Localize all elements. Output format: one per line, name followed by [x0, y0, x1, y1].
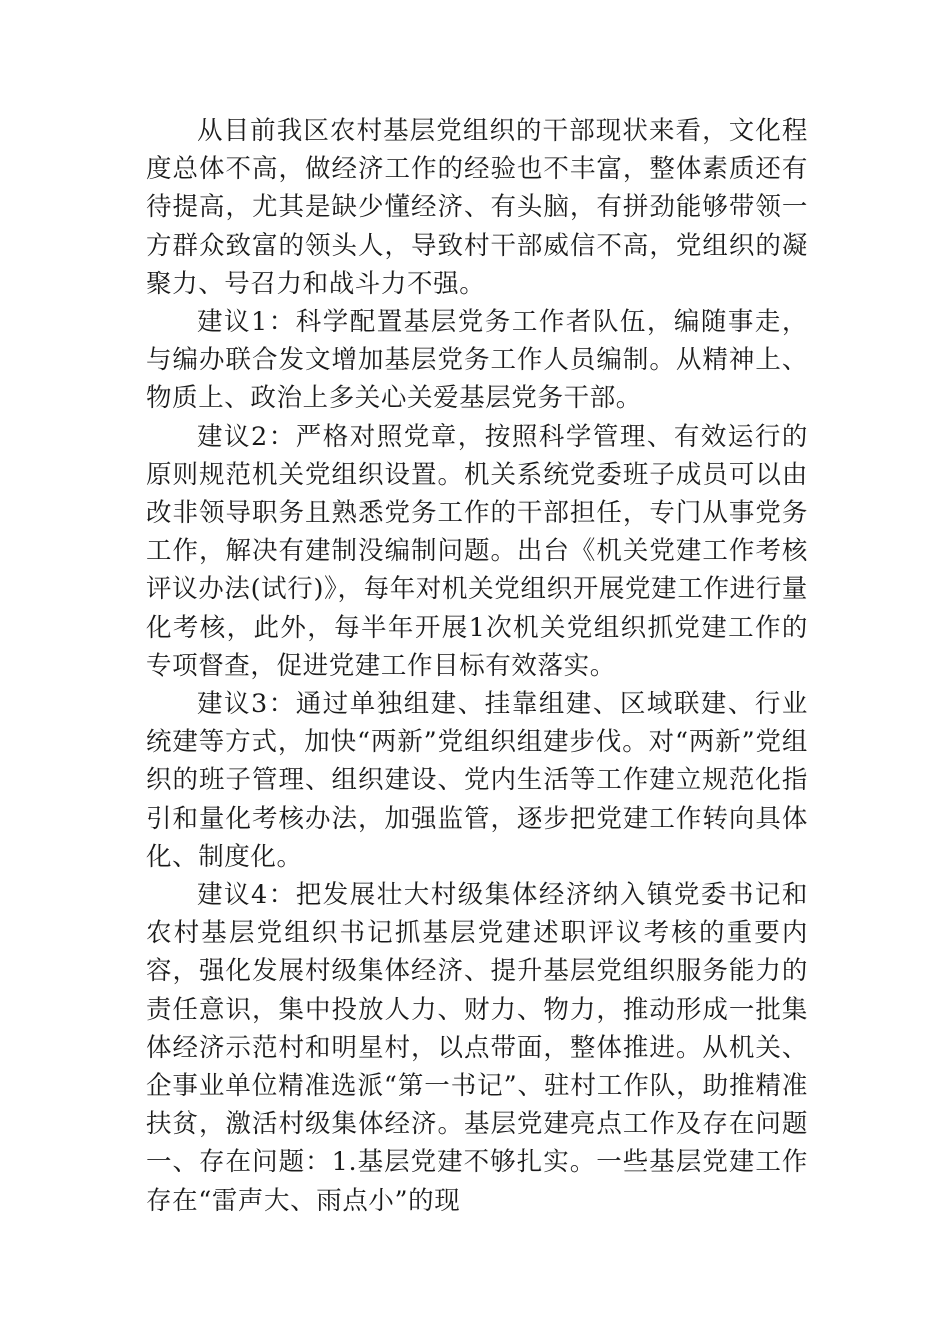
paragraph-suggestion-3: 建议3：通过单独组建、挂靠组建、区域联建、行业统建等方式，加快“两新”党组织组建步伐。对“两新”党组织的班子管理、组织建设、党内生活等工作建立规范化指引和量化考核办法，加强监管，逐步把党建工作转向具体化、制度化。 — [146, 689, 808, 872]
paragraph-current-situation: 从目前我区农村基层党组织的干部现状来看，文化程度总体不高，做经济工作的经验也不丰富，整体素质还有待提高，尤其是缺少懂经济、有头脑，有拼劲能够带领一方群众致富的领头人，导致村干部威信不高，党组织的凝聚力、号召力和战斗力不强。 — [146, 116, 808, 299]
body-text — [146, 112, 808, 1220]
paragraph-suggestion-1: 建议1：科学配置基层党务工作者队伍，编随事走，与编办联合发文增加基层党务工作人员编制。从精神上、物质上、政治上多关心关爱基层党务干部。 — [146, 307, 808, 414]
paragraph-suggestion-2: 建议2：严格对照党章，按照科学管理、有效运行的原则规范机关党组织设置。机关系统党委班子成员可以由改非领导职务且熟悉党务工作的干部担任，专门从事党务工作，解决有建制没编制问题。出台《机关党建工作考核评议办法(试行)》，每年对机关党组织开展党建工作进行量化考核，此外，每半年开展1次机关党组织抓党建工作的专项督查，促进党建工作目标有效落实。 — [146, 421, 808, 681]
paragraph-suggestion-4: 建议4：把发展壮大村级集体经济纳入镇党委书记和农村基层党组织书记抓基层党建述职评议考核的重要内容，强化发展村级集体经济、提升基层党组织服务能力的责任意识，集中投放人力、财力、物力，推动形成一批集体经济示范村和明星村，以点带面，整体推进。从机关、企事业单位精准选派“第一书记”、驻村工作队，助推精准扶贫，激活村级集体经济。基层党建亮点工作及存在问题一、存在问题：1.基层党建不够扎实。一些基层党建工作存在“雷声大、雨点小”的现 — [146, 880, 808, 1216]
